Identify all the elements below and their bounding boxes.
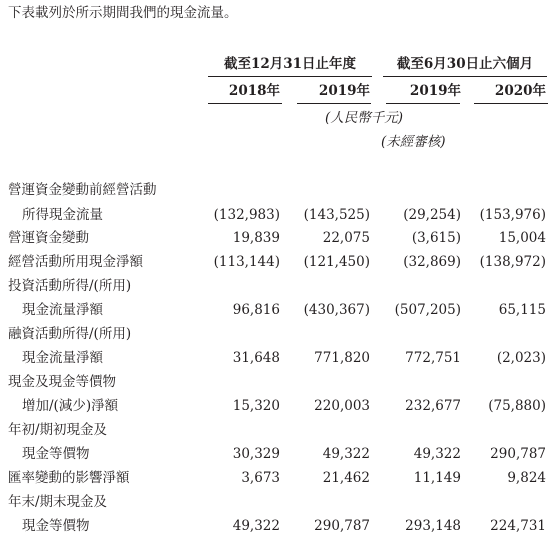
row-value: (138,972) [479, 254, 546, 270]
row-label: 投資活動所得/(所用) [8, 278, 132, 294]
row-label: 營運資金變動 [8, 230, 89, 246]
row-value: (113,144) [213, 254, 280, 270]
row-value: (507,205) [394, 302, 461, 318]
row-label: 匯率變動的影響淨額 [8, 470, 130, 486]
row-label: 現金及現金等價物 [8, 374, 116, 390]
row-label: 經營活動所用現金淨額 [8, 254, 143, 270]
row-value: 290,787 [314, 518, 370, 534]
row-label: 營運資金變動前經營活動 [8, 182, 157, 198]
col-header-2018: 2018年 [228, 83, 280, 99]
header-group-six-rule [383, 76, 547, 77]
header-group-year: 截至12月31日止年度 [223, 56, 357, 72]
row-label: 年末/期末現金及 [8, 494, 108, 510]
row-value: 49,322 [232, 518, 280, 534]
col-rule-2019-h1 [386, 103, 460, 104]
col-header-2019-h1: 2019年 [409, 83, 461, 99]
row-value: 220,003 [314, 398, 370, 414]
row-value: 15,320 [232, 398, 280, 414]
intro-text: 下表載列於所示期間我們的現金流量。 [8, 5, 238, 21]
col-rule-2019 [297, 103, 371, 104]
row-value: (32,869) [403, 254, 461, 270]
row-value: 232,677 [405, 398, 461, 414]
row-value: 290,787 [490, 446, 546, 462]
col-header-2019: 2019年 [318, 83, 370, 99]
unaudited-caption: (未經審核) [381, 134, 446, 150]
row-value: 224,731 [490, 518, 546, 534]
row-label: 現金等價物 [22, 446, 90, 462]
unit-caption: (人民幣千元) [325, 110, 404, 126]
col-rule-2018 [208, 103, 282, 104]
row-value: (75,880) [488, 398, 546, 414]
row-value: (132,983) [213, 207, 280, 223]
header-group-six-months: 截至6月30日止六個月 [396, 56, 534, 72]
row-value: (143,525) [303, 207, 370, 223]
row-value: 15,004 [498, 230, 546, 246]
row-value: (29,254) [403, 207, 461, 223]
row-value: 9,824 [507, 470, 546, 486]
row-label: 增加/(減少)淨額 [22, 398, 119, 414]
row-value: 22,075 [322, 230, 370, 246]
row-label: 現金流量淨額 [22, 302, 103, 318]
row-value: (3,615) [411, 230, 461, 246]
row-value: 96,816 [232, 302, 280, 318]
row-value: (121,450) [303, 254, 370, 270]
row-value: (430,367) [303, 302, 370, 318]
row-value: 49,322 [413, 446, 461, 462]
row-value: 772,751 [405, 350, 461, 366]
col-rule-2020-h1 [474, 103, 548, 104]
row-value: (2,023) [496, 350, 546, 366]
row-label: 現金流量淨額 [22, 350, 103, 366]
row-value: 293,148 [405, 518, 461, 534]
row-value: (153,976) [479, 207, 546, 223]
row-value: 19,839 [232, 230, 280, 246]
row-label: 所得現金流量 [22, 207, 103, 223]
header-group-year-rule [208, 76, 372, 77]
row-label: 年初/期初現金及 [8, 422, 108, 438]
row-value: 11,149 [413, 470, 461, 486]
row-label: 融資活動所得/(所用) [8, 326, 132, 342]
row-value: 771,820 [314, 350, 370, 366]
row-value: 31,648 [232, 350, 280, 366]
row-value: 65,115 [498, 302, 546, 318]
row-label: 現金等價物 [22, 518, 90, 534]
row-value: 30,329 [232, 446, 280, 462]
col-header-2020-h1: 2020年 [494, 83, 546, 99]
row-value: 3,673 [241, 470, 280, 486]
row-value: 49,322 [322, 446, 370, 462]
row-value: 21,462 [322, 470, 370, 486]
